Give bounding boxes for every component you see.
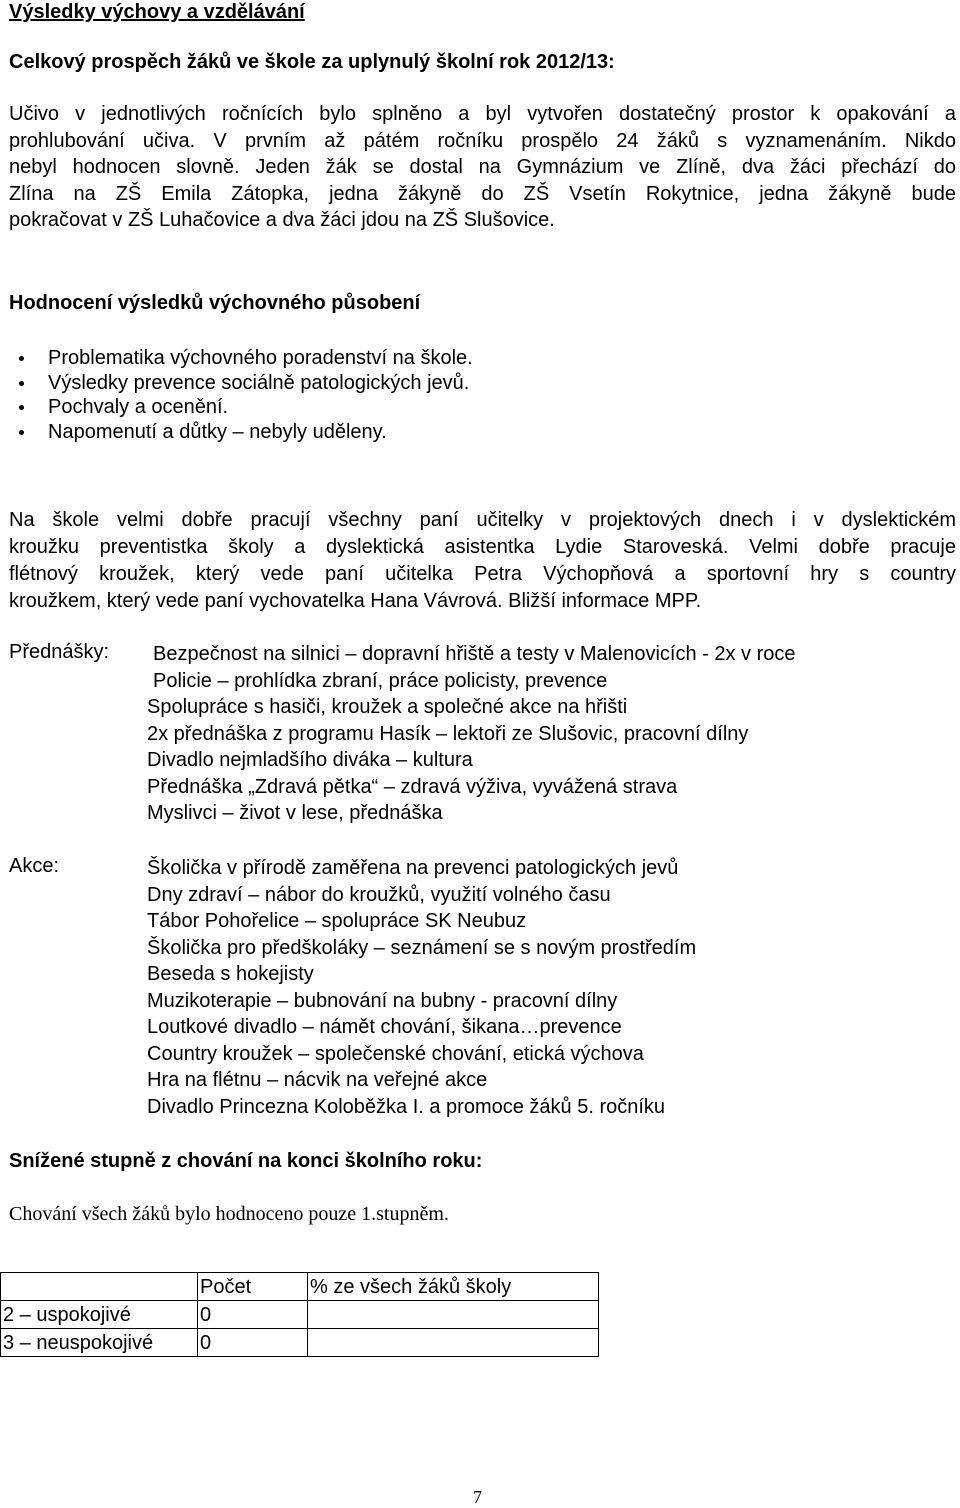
table-row	[1, 1329, 599, 1357]
table-header-cell: Počet	[198, 1273, 308, 1301]
action-item: Country kroužek – společenské chování, etická výchova	[147, 1042, 644, 1065]
action-item: Beseda s hokejisty	[147, 963, 314, 985]
teachers-line: kroužku preventistka školy a dyslektická asistentka Lydie Staroveská. Velmi dobře pracuje	[9, 536, 956, 558]
behaviour-table	[0, 1272, 599, 1357]
action-item: Muzikoterapie – bubnování na bubny - pracovní dílny	[147, 989, 618, 1012]
intro-line: nebyl hodnocen slovně. Jeden žák se dostal na Gymnázium ve Zlíně, dva žáci přechází do	[9, 156, 956, 179]
teachers-line: Na škole velmi dobře pracují všechny paní učitelky v projektových dnech i v dyslektickém	[9, 509, 956, 531]
teachers-line: kroužkem, který vede paní vychovatelka Hana Vávrová. Bližší informace MPP.	[9, 590, 702, 612]
action-item: Divadlo Princezna Koloběžka I. a promoce žáků 5. ročníku	[147, 1095, 666, 1118]
intro-line: Zlína na ZŠ Emila Zátopka, jedna žákyně do ZŠ Vsetín Rokytnice, jedna žákyně bude	[9, 182, 956, 205]
table-cell: 3 – neuspokojivé	[1, 1329, 198, 1357]
bullet-item: Pochvaly a ocenění.	[9, 395, 473, 420]
bullet-item: Napomenutí a důtky – nebyly uděleny.	[9, 420, 473, 445]
table-cell: 0	[198, 1301, 308, 1329]
action-item: Hra na flétnu – nácvik na veřejné akce	[147, 1069, 488, 1091]
lecture-item: Spolupráce s hasiči, kroužek a společné akce na hřišti	[147, 696, 628, 718]
actions-list	[147, 855, 696, 1120]
intro-paragraph	[9, 101, 956, 234]
teachers-line: flétnový kroužek, který vede paní učitelka Petra Výchopňová a sportovní hry s country	[9, 563, 956, 585]
table-header-cell: % ze všech žáků školy	[308, 1273, 599, 1301]
table-row	[1, 1301, 599, 1329]
lectures-list	[147, 641, 796, 827]
bullet-list	[9, 346, 473, 444]
behaviour-heading: Snížené stupně z chování na konci školního roku:	[9, 1150, 483, 1172]
bullet-item: Výsledky prevence sociálně patologických jevů.	[9, 371, 473, 396]
overall-results-heading: Celkový prospěch žáků ve škole za uplynulý školní rok 2012/13:	[9, 51, 615, 73]
intro-line: prohlubování učiva. V prvním až pátém ročníku prospělo 24 žáků s vyznamenáním. Nikdo	[9, 129, 956, 152]
lecture-item: Bezpečnost na silnici – dopravní hřiště a testy v Malenovicích - 2x v roce	[153, 643, 796, 665]
action-item: Tábor Pohořelice – spolupráce SK Neubuz	[147, 910, 527, 932]
action-item: Školička pro předškoláky – seznámení se s novým prostředím	[147, 936, 697, 959]
table-header-row	[1, 1273, 599, 1301]
table-header-cell	[1, 1273, 198, 1301]
teachers-paragraph	[9, 507, 956, 615]
intro-line: Učivo v jednotlivých ročnících bylo splněno a byl vytvořen dostatečný prostor k opakování a	[9, 103, 956, 125]
action-item: Loutkové divadlo – námět chování, šikana…prevence	[147, 1016, 622, 1038]
action-item: Školička v přírodě zaměřena na prevenci patologických jevů	[147, 857, 679, 879]
lecture-item: Divadlo nejmladšího diváka – kultura	[147, 749, 473, 771]
table-cell: 0	[198, 1329, 308, 1357]
lecture-item: Přednáška „Zdravá pětka“ – zdravá výživa, vyvážená strava	[147, 775, 678, 798]
intro-line: pokračovat v ZŠ Luhačovice a dva žáci jdou na ZŠ Slušovice.	[9, 209, 555, 232]
bullet-item: Problematika výchovného poradenství na škole.	[9, 346, 473, 371]
lectures-label: Přednášky:	[9, 641, 110, 663]
table-cell	[308, 1301, 599, 1329]
lecture-item: 2x přednáška z programu Hasík – lektoři ze Slušovic, pracovní dílny	[147, 722, 749, 745]
table-cell	[308, 1329, 599, 1357]
table-cell: 2 – uspokojivé	[1, 1301, 198, 1329]
lecture-item: Myslivci – život v lese, přednáška	[147, 802, 443, 824]
behaviour-text: Chování všech žáků bylo hodnoceno pouze 1.stupněm.	[9, 1203, 449, 1225]
page-title: Výsledky výchovy a vzdělávání	[9, 1, 305, 23]
action-item: Dny zdraví – nábor do kroužků, využití volného času	[147, 883, 611, 906]
section-heading: Hodnocení výsledků výchovného působení	[9, 292, 421, 314]
actions-label: Akce:	[9, 855, 60, 877]
lecture-item: Policie – prohlídka zbraní, práce policisty, prevence	[153, 669, 608, 692]
page-number: 7	[473, 1487, 482, 1507]
